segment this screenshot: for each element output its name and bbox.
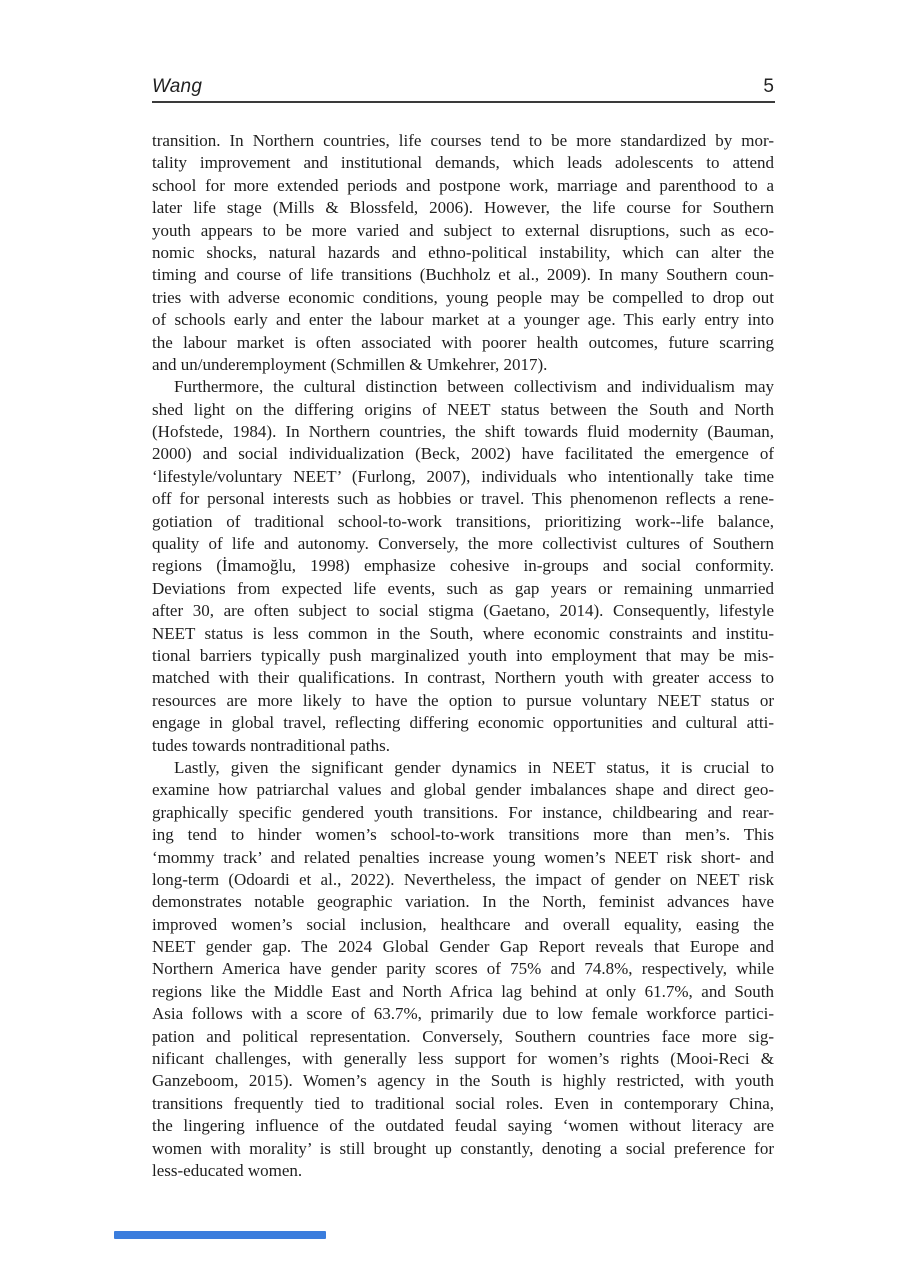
text-line: less-educated women.	[152, 1160, 303, 1180]
text-line: Ganzeboom, 2015). Women’s agency in the South is highly restricted, with youth	[152, 1071, 774, 1091]
page-number: 5	[763, 76, 774, 97]
text-line: Lastly, given the significant gender dynamics in NEET status, it is crucial to	[174, 757, 774, 777]
text-line: youth appears to be more varied and subject to external disruptions, such as eco-	[152, 220, 774, 240]
article-body	[152, 130, 774, 1182]
text-line: NEET status is less common in the South, where economic constraints and institu-	[152, 623, 774, 643]
text-line: quality of life and autonomy. Conversely, the more collectivist cultures of Southern	[152, 534, 774, 554]
text-line: transition. In Northern countries, life courses tend to be more standardized by mor-	[152, 131, 774, 150]
text-line: ‘mommy track’ and related penalties increase young women’s NEET risk short- and	[152, 847, 774, 867]
text-line: examine how patriarchal values and global gender imbalances shape and direct geo-	[152, 780, 774, 800]
text-line: women with morality’ is still brought up constantly, denoting a social preference for	[152, 1138, 774, 1158]
text-line: off for personal interests such as hobbies or travel. This phenomenon reflects a rene-	[152, 489, 774, 509]
text-line: school for more extended periods and postpone work, marriage and parenthood to a	[152, 175, 774, 195]
paragraph	[152, 130, 774, 376]
text-line: Furthermore, the cultural distinction between collectivism and individualism may	[174, 377, 774, 397]
text-line: the lingering influence of the outdated feudal saying ‘women without literacy are	[152, 1116, 774, 1136]
text-line: transitions frequently tied to traditional social roles. Even in contemporary China,	[152, 1093, 774, 1113]
paragraph	[152, 757, 774, 1182]
text-line: regions like the Middle East and North Africa lag behind at only 61.7%, and South	[152, 981, 774, 1001]
running-head	[152, 76, 774, 98]
text-line: nificant challenges, with generally less support for women’s rights (Mooi-Reci &	[152, 1049, 774, 1069]
text-line: pation and political representation. Conversely, Southern countries face more sig-	[152, 1026, 774, 1046]
text-line: and un/underemployment (Schmillen & Umkehrer, 2017).	[152, 354, 548, 374]
text-line: nomic shocks, natural hazards and ethno-political instability, which can alter the	[152, 242, 774, 262]
text-line: later life stage (Mills & Blossfeld, 2006). However, the life course for Southern	[152, 198, 774, 218]
text-line: tudes towards nontraditional paths.	[152, 735, 390, 755]
text-line: improved women’s social inclusion, healthcare and overall equality, easing the	[152, 914, 774, 934]
text-line: (Hofstede, 1984). In Northern countries, the shift towards fluid modernity (Bauman,	[152, 422, 774, 442]
text-line: matched with their qualifications. In contrast, Northern youth with greater access to	[152, 668, 774, 688]
text-line: engage in global travel, reflecting differing economic opportunities and cultural atti-	[152, 713, 774, 733]
text-line: of schools early and enter the labour market at a younger age. This early entry into	[152, 310, 774, 330]
text-line: resources are more likely to have the option to pursue voluntary NEET status or	[152, 690, 774, 710]
text-line: long-term (Odoardi et al., 2022). Nevertheless, the impact of gender on NEET risk	[152, 869, 774, 889]
text-line: Asia follows with a score of 63.7%, primarily due to low female workforce partici-	[152, 1004, 774, 1024]
text-line: timing and course of life transitions (Buchholz et al., 2009). In many Southern coun-	[152, 265, 774, 285]
text-line: tality improvement and institutional demands, which leads adolescents to attend	[152, 153, 774, 173]
paragraph	[152, 376, 774, 757]
text-line: demonstrates notable geographic variation. In the North, feminist advances have	[152, 892, 774, 912]
text-line: ing tend to hinder women’s school-to-work transitions more than men’s. This	[152, 825, 774, 845]
text-line: the labour market is often associated with poorer health outcomes, future scarring	[152, 332, 774, 352]
text-line: regions (İmamoğlu, 1998) emphasize cohesive in-groups and social conformity.	[152, 556, 774, 576]
text-line: after 30, are often subject to social stigma (Gaetano, 2014). Consequently, lifestyle	[152, 601, 774, 621]
text-line: tional barriers typically push marginalized youth into employment that may be mis-	[152, 645, 774, 665]
text-line: NEET gender gap. The 2024 Global Gender Gap Report reveals that Europe and	[152, 937, 774, 957]
text-line: graphically specific gendered youth transitions. For instance, childbearing and rear-	[152, 802, 774, 822]
header-rule	[152, 101, 775, 103]
text-line: 2000) and social individualization (Beck, 2002) have facilitated the emergence of	[152, 444, 774, 464]
text-line: shed light on the differing origins of NEET status between the South and North	[152, 399, 774, 419]
text-line: gotiation of traditional school-to-work transitions, prioritizing work--life balance,	[152, 511, 774, 531]
running-head-author: Wang	[152, 76, 203, 97]
text-line: Northern America have gender parity scores of 75% and 74.8%, respectively, while	[152, 959, 774, 979]
horizontal-scrollbar-thumb[interactable]	[114, 1231, 326, 1239]
text-line: ‘lifestyle/voluntary NEET’ (Furlong, 2007), individuals who intentionally take time	[152, 466, 774, 486]
text-line: tries with adverse economic conditions, young people may be compelled to drop out	[152, 287, 774, 307]
text-line: Deviations from expected life events, such as gap years or remaining unmarried	[152, 578, 774, 598]
